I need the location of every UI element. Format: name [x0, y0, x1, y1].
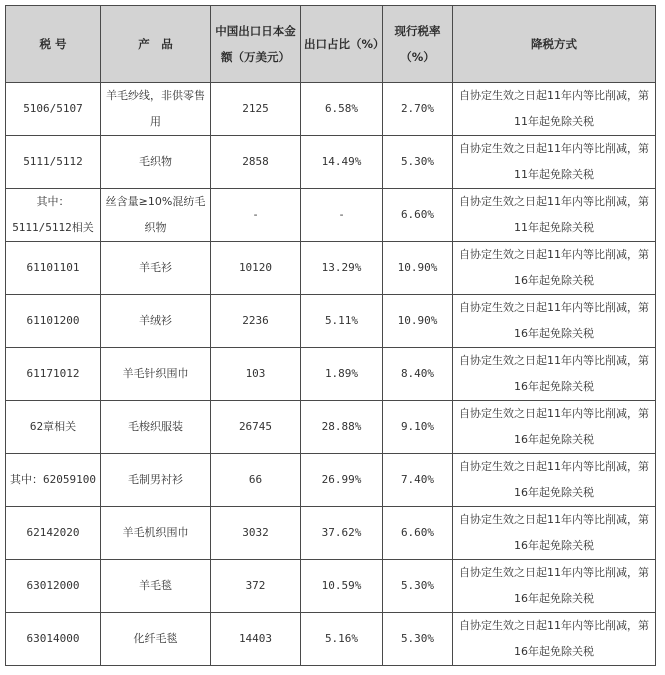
cell-method: 自协定生效之日起11年内等比削减，第11年起免除关税: [453, 83, 656, 136]
cell-code: 63012000: [6, 560, 101, 613]
cell-rate: 5.30%: [383, 560, 453, 613]
cell-method: 自协定生效之日起11年内等比削减，第16年起免除关税: [453, 401, 656, 454]
header-share: 出口占比（%）: [301, 6, 383, 83]
cell-rate: 10.90%: [383, 295, 453, 348]
cell-product: 化纤毛毯: [101, 613, 211, 666]
cell-amount: 2858: [211, 136, 301, 189]
cell-amount: 103: [211, 348, 301, 401]
cell-amount: -: [211, 189, 301, 242]
cell-share: 5.11%: [301, 295, 383, 348]
cell-method: 自协定生效之日起11年内等比削减，第16年起免除关税: [453, 454, 656, 507]
cell-amount: 372: [211, 560, 301, 613]
cell-product: 羊毛毯: [101, 560, 211, 613]
cell-share: 13.29%: [301, 242, 383, 295]
cell-share: 6.58%: [301, 83, 383, 136]
cell-rate: 9.10%: [383, 401, 453, 454]
cell-method: 自协定生效之日起11年内等比削减，第16年起免除关税: [453, 242, 656, 295]
cell-rate: 5.30%: [383, 613, 453, 666]
cell-share: 14.49%: [301, 136, 383, 189]
cell-product: 丝含量≥10%混纺毛织物: [101, 189, 211, 242]
cell-product: 羊毛纱线，非供零售用: [101, 83, 211, 136]
cell-method: 自协定生效之日起11年内等比削减，第16年起免除关税: [453, 507, 656, 560]
cell-share: 37.62%: [301, 507, 383, 560]
cell-rate: 5.30%: [383, 136, 453, 189]
table-row: [6, 242, 656, 295]
cell-share: 26.99%: [301, 454, 383, 507]
cell-share: 5.16%: [301, 613, 383, 666]
cell-code: 5106/5107: [6, 83, 101, 136]
cell-rate: 6.60%: [383, 507, 453, 560]
cell-share: 1.89%: [301, 348, 383, 401]
cell-method: 自协定生效之日起11年内等比削减，第16年起免除关税: [453, 348, 656, 401]
header-product: 产 品: [101, 6, 211, 83]
cell-code: 其中：62059100: [6, 454, 101, 507]
table-row: [6, 401, 656, 454]
cell-share: 10.59%: [301, 560, 383, 613]
cell-code: 62142020: [6, 507, 101, 560]
cell-product: 羊毛机织围巾: [101, 507, 211, 560]
header-code: 税 号: [6, 6, 101, 83]
cell-method: 自协定生效之日起11年内等比削减，第11年起免除关税: [453, 136, 656, 189]
cell-share: -: [301, 189, 383, 242]
table-row: [6, 348, 656, 401]
cell-amount: 26745: [211, 401, 301, 454]
header-amount: 中国出口日本金额（万美元）: [211, 6, 301, 83]
cell-rate: 10.90%: [383, 242, 453, 295]
cell-product: 毛制男衬衫: [101, 454, 211, 507]
cell-code: 其中：5111/5112相关: [6, 189, 101, 242]
cell-product: 毛梭织服装: [101, 401, 211, 454]
cell-code: 61101101: [6, 242, 101, 295]
cell-code: 62章相关: [6, 401, 101, 454]
cell-code: 63014000: [6, 613, 101, 666]
cell-code: 5111/5112: [6, 136, 101, 189]
cell-product: 羊毛衫: [101, 242, 211, 295]
cell-code: 61101200: [6, 295, 101, 348]
cell-method: 自协定生效之日起11年内等比削减，第16年起免除关税: [453, 295, 656, 348]
cell-amount: 3032: [211, 507, 301, 560]
table-row: [6, 295, 656, 348]
cell-product: 毛织物: [101, 136, 211, 189]
cell-code: 61171012: [6, 348, 101, 401]
cell-rate: 6.60%: [383, 189, 453, 242]
table-row: [6, 83, 656, 136]
cell-rate: 8.40%: [383, 348, 453, 401]
table-row: [6, 189, 656, 242]
table-row: [6, 507, 656, 560]
cell-product: 羊毛针织围巾: [101, 348, 211, 401]
header-method: 降税方式: [453, 6, 656, 83]
cell-amount: 10120: [211, 242, 301, 295]
cell-method: 自协定生效之日起11年内等比削减，第11年起免除关税: [453, 189, 656, 242]
cell-rate: 2.70%: [383, 83, 453, 136]
cell-amount: 14403: [211, 613, 301, 666]
header-row: [6, 6, 656, 83]
tariff-table: [5, 5, 656, 666]
cell-amount: 66: [211, 454, 301, 507]
cell-method: 自协定生效之日起11年内等比削减，第16年起免除关税: [453, 560, 656, 613]
cell-amount: 2236: [211, 295, 301, 348]
cell-method: 自协定生效之日起11年内等比削减，第16年起免除关税: [453, 613, 656, 666]
cell-amount: 2125: [211, 83, 301, 136]
cell-product: 羊绒衫: [101, 295, 211, 348]
table-row: [6, 454, 656, 507]
table-row: [6, 560, 656, 613]
table-row: [6, 136, 656, 189]
header-rate: 现行税率（%）: [383, 6, 453, 83]
table-row: [6, 613, 656, 666]
cell-share: 28.88%: [301, 401, 383, 454]
cell-rate: 7.40%: [383, 454, 453, 507]
